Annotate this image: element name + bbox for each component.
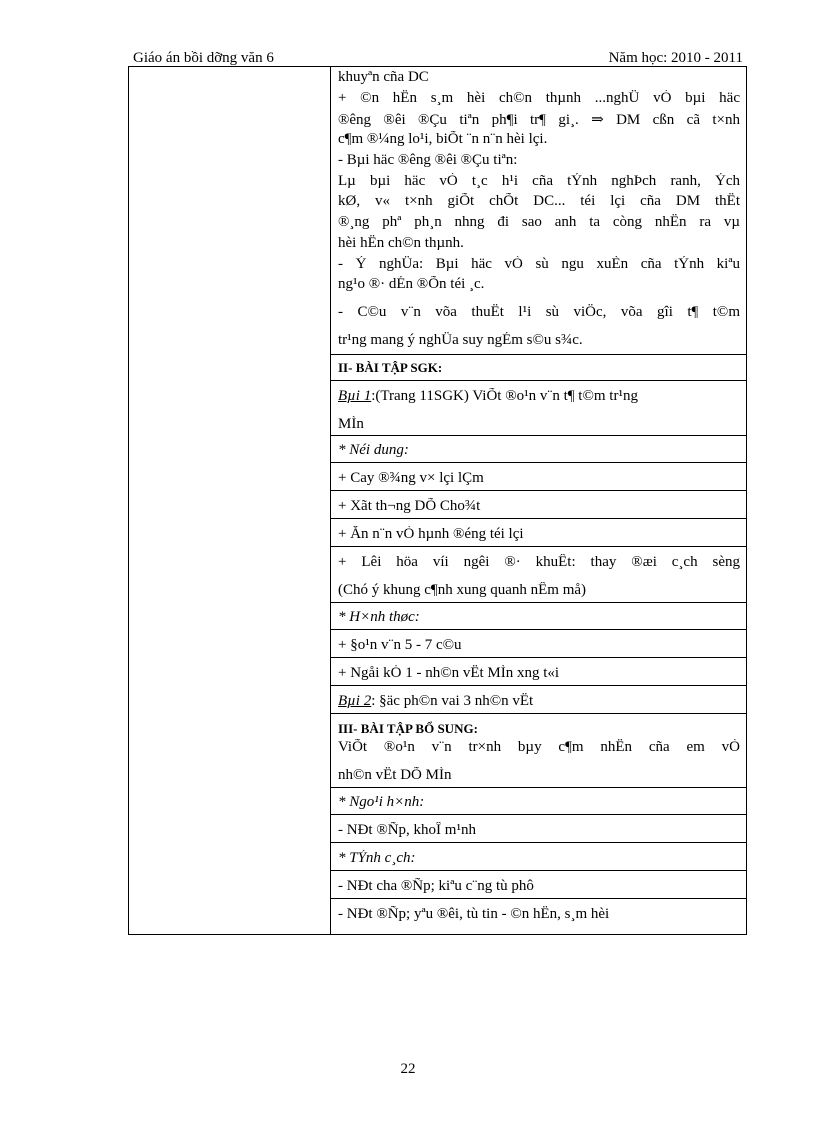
- row-separator: [330, 490, 746, 491]
- exercise-2-text: : §äc ph©n vai 3 nh©n vËt: [371, 693, 534, 709]
- row-separator: [330, 546, 746, 547]
- content-line: + Xãt th¬ng DÕ Cho¾t: [338, 498, 481, 514]
- content-line: * TÝnh c¸ch:: [338, 850, 416, 866]
- content-line: ViÕt ®o¹n v¨n tr×nh bµy c¶m nhËn cña em vÒ: [338, 739, 740, 755]
- row-separator: [330, 898, 746, 899]
- content-line: tr¹ng mang ý nghÜa suy ngÉm s©u s¾c.: [338, 332, 583, 348]
- row-separator: [330, 842, 746, 843]
- row-separator: [330, 518, 746, 519]
- content-line: + Cay ®¾ng v× lçi lÇm: [338, 470, 484, 486]
- row-separator: [330, 870, 746, 871]
- page-number: 22: [400, 1061, 416, 1077]
- exercise-2-label: Bµi 2: [338, 693, 372, 709]
- content-line: - NÐt ®Ñp; yªu ®êi, tù tin - ©n hËn, s¸m hèi: [338, 906, 610, 922]
- row-separator: [330, 354, 746, 355]
- content-line: + ©n hËn s¸m hèi ch©n thµnh ...nghÜ vÒ bµi häc: [338, 90, 740, 106]
- row-separator: [330, 657, 746, 658]
- content-line: + Ngåi kÓ 1 - nh©n vËt MÌn xng t«i: [338, 665, 560, 681]
- content-line: khuyªn cña DC: [338, 69, 429, 85]
- lesson-table: [128, 66, 747, 935]
- row-separator: [330, 435, 746, 436]
- row-separator: [330, 380, 746, 381]
- content-line: + Ăn n¨n vÒ hµnh ®éng téi lçi: [338, 526, 524, 542]
- column-divider: [330, 66, 331, 934]
- header-school-year: Năm học: 2010 - 2011: [608, 50, 743, 66]
- content-line: - Ý nghÜa: Bµi häc vÒ sù ngu xuÈn cña tÝnh kiªu: [338, 256, 740, 272]
- content-line: Lµ bµi häc vÒ t¸c h¹i cña tÝnh nghÞch ranh, Ých: [338, 173, 740, 189]
- content-line: ng¹o ®· dÉn ®Õn téi ¸c.: [338, 276, 485, 292]
- section-heading-3: III- BÀI TẬP BỔ SUNG:: [338, 721, 478, 736]
- content-line: + §o¹n v¨n 5 - 7 c©u: [338, 637, 462, 653]
- row-separator: [330, 462, 746, 463]
- section-heading-2: II- BÀI TẬP SGK:: [338, 360, 443, 375]
- row-separator: [330, 713, 746, 714]
- row-separator: [330, 602, 746, 603]
- content-line: ®êng ®êi ®Çu tiªn ph¶i tr¶ gi¸. ⇒ DM cßn cã t×nh: [338, 112, 740, 128]
- row-separator: [330, 814, 746, 815]
- content-line: hèi hËn ch©n thµnh.: [338, 235, 464, 251]
- content-line: * Néi dung:: [338, 442, 409, 458]
- content-line: ®¸ng phª ph¸n nhng đi sao anh ta còng nhËn ra vµ: [338, 214, 740, 230]
- exercise-line: [338, 388, 740, 405]
- row-separator: [330, 685, 746, 686]
- content-line: - Bµi häc ®êng ®êi ®Çu tiªn:: [338, 152, 518, 168]
- page-header: [133, 49, 743, 67]
- content-line: - NÐt cha ®Ñp; kiªu c¨ng tù phô: [338, 878, 534, 894]
- header-title: Giáo án bồi dỡng văn 6: [133, 50, 274, 66]
- exercise-1-text: :(Trang 11SGK) ViÕt ®o¹n v¨n t¶ t©m tr¹ng: [371, 388, 638, 404]
- content-line: * Ngo¹i h×nh:: [338, 794, 425, 810]
- exercise-1-label: Bµi 1: [338, 388, 372, 404]
- content-line: nh©n vËt DÕ MÌn: [338, 767, 452, 783]
- content-line: kØ, v« t×nh giÕt chÕt DC... téi lçi cña DM thËt: [338, 193, 740, 209]
- exercise-line: [338, 693, 740, 710]
- content-line: MÌn: [338, 416, 364, 432]
- content-line: (Chó ý khung c¶nh xung quanh nÊm må): [338, 582, 587, 598]
- content-line: * H×nh thøc:: [338, 609, 420, 625]
- content-line: c¶m ®¼ng lo¹i, biÕt ¨n n¨n hèi lçi.: [338, 131, 548, 147]
- row-separator: [330, 787, 746, 788]
- content-line: - NÐt ®Ñp, khoÎ m¹nh: [338, 822, 476, 838]
- content-line: - C©u v¨n võa thuËt l¹i sù viÖc, võa gîi t¶ t©m: [338, 304, 740, 320]
- content-line: + Lêi höa víi ngêi ®· khuÊt: thay ®æi c¸ch sèng: [338, 554, 740, 570]
- row-separator: [330, 629, 746, 630]
- lesson-content: [338, 66, 740, 934]
